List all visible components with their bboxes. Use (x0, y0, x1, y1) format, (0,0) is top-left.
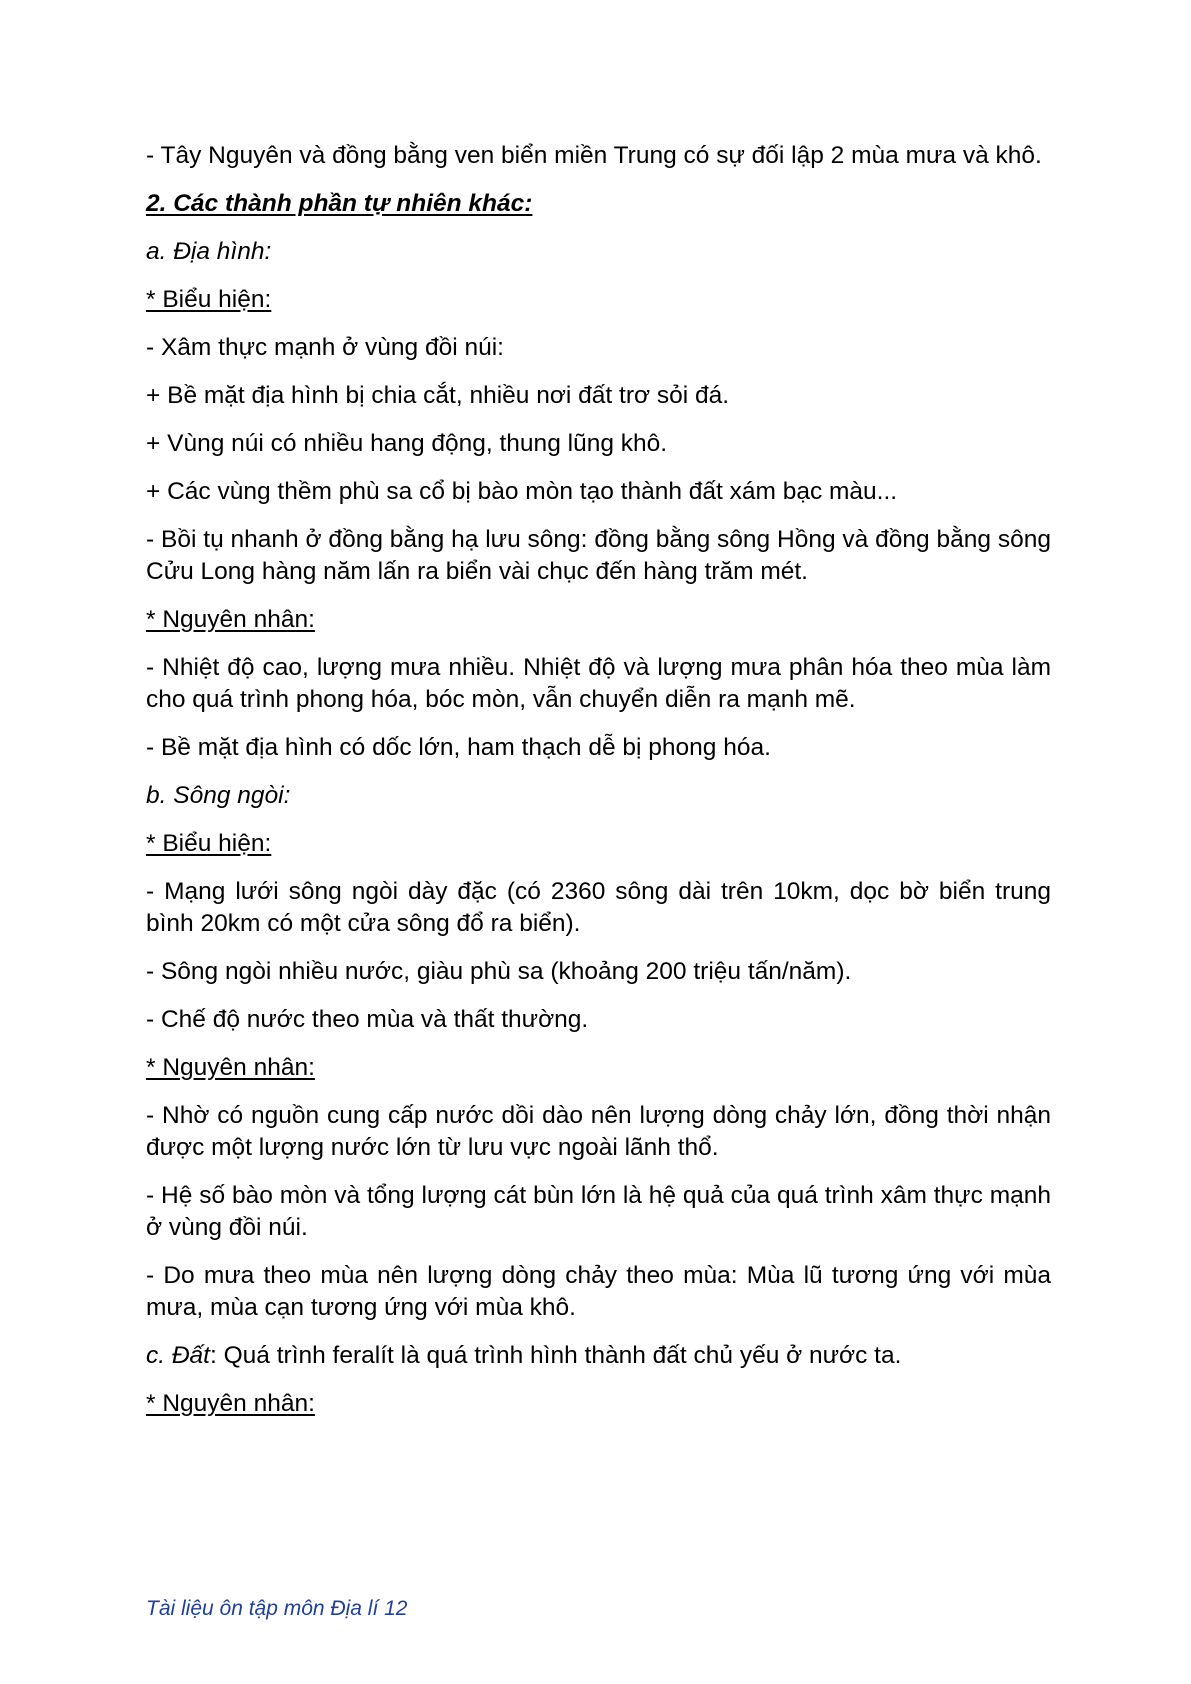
paragraph-rivers-2: - Sông ngòi nhiều nước, giàu phù sa (khoảng 200 triệu tấn/năm). (146, 958, 852, 985)
paragraph-terrain-1: - Xâm thực mạnh ở vùng đồi núi: (146, 334, 504, 361)
paragraph-soil (146, 1340, 1051, 1372)
subheading-rivers: b. Sông ngòi: (146, 782, 291, 809)
label-soil-cause: * Nguyên nhân: (146, 1390, 315, 1417)
label-rivers-cause: * Nguyên nhân: (146, 1054, 315, 1081)
paragraph-terrain-4: + Các vùng thềm phù sa cổ bị bào mòn tạo thành đất xám bạc màu... (146, 478, 898, 505)
page-footer: Tài liệu ôn tập môn Địa lí 12 (146, 1597, 408, 1620)
paragraph-climate-contrast: - Tây Nguyên và đồng bằng ven biển miền Trung có sự đối lập 2 mùa mưa và khô. (146, 142, 1042, 169)
paragraph-terrain-2: + Bề mặt địa hình bị chia cắt, nhiều nơi đất trơ sỏi đá. (146, 382, 730, 409)
soil-description: : Quá trình feralít là quá trình hình thành đất chủ yếu ở nước ta. (210, 1342, 902, 1369)
paragraph-rivers-3: - Chế độ nước theo mùa và thất thường. (146, 1006, 589, 1033)
paragraph-terrain-6: - Nhiệt độ cao, lượng mưa nhiều. Nhiệt độ và lượng mưa phân hóa theo mùa làm cho quá trình phong hóa, bóc mòn, vẫn chuyển diễn ra mạnh mẽ. (146, 654, 1051, 713)
paragraph-rivers-6: - Do mưa theo mùa nên lượng dòng chảy theo mùa: Mùa lũ tương ứng với mùa mưa, mùa cạn tương ứng với mùa khô. (146, 1262, 1051, 1321)
document-page (146, 140, 1051, 1436)
subheading-soil: c. Đất (146, 1342, 210, 1369)
paragraph-rivers-4: - Nhờ có nguồn cung cấp nước dồi dào nên lượng dòng chảy lớn, đồng thời nhận được một lượng nước lớn từ lưu vực ngoài lãnh thổ. (146, 1102, 1051, 1161)
subheading-terrain: a. Địa hình: (146, 238, 272, 265)
paragraph-rivers-1: - Mạng lưới sông ngòi dày đặc (có 2360 sông dài trên 10km, dọc bờ biển trung bình 20km có một cửa sông đổ ra biển). (146, 878, 1051, 937)
label-rivers-manifestation: * Biểu hiện: (146, 830, 272, 857)
label-terrain-manifestation: * Biểu hiện: (146, 286, 272, 313)
section-heading-other-components: 2. Các thành phần tự nhiên khác: (146, 190, 533, 217)
label-terrain-cause: * Nguyên nhân: (146, 606, 315, 633)
paragraph-terrain-5: - Bồi tụ nhanh ở đồng bằng hạ lưu sông: đồng bằng sông Hồng và đồng bằng sông Cửu Long hàng năm lấn ra biển vài chục đến hàng trăm mét. (146, 526, 1051, 585)
paragraph-terrain-7: - Bề mặt địa hình có dốc lớn, ham thạch dễ bị phong hóa. (146, 734, 771, 761)
paragraph-rivers-5: - Hệ số bào mòn và tổng lượng cát bùn lớn là hệ quả của quá trình xâm thực mạnh ở vùng đồi núi. (146, 1182, 1051, 1241)
paragraph-terrain-3: + Vùng núi có nhiều hang động, thung lũng khô. (146, 430, 668, 457)
